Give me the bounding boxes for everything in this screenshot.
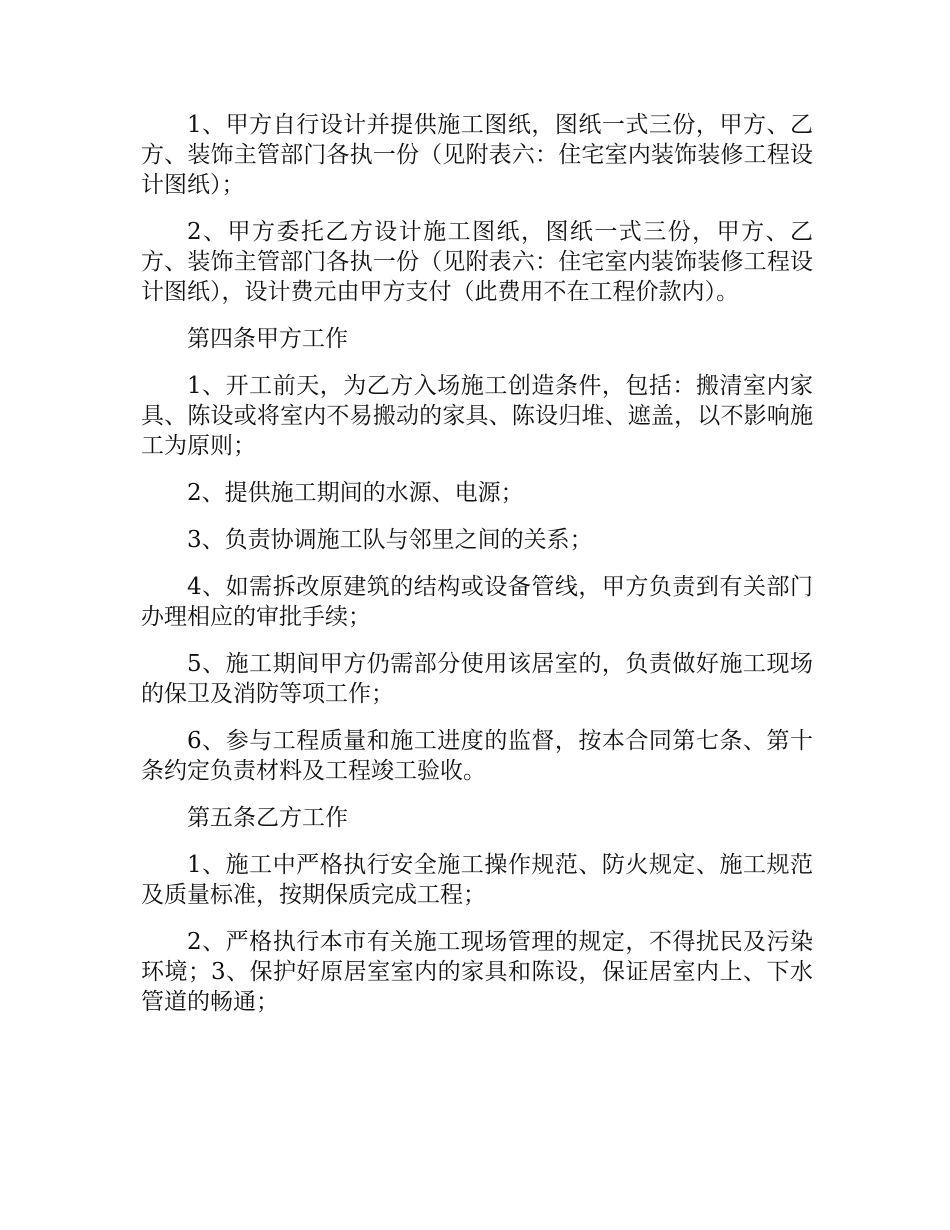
section-heading-article-5: 第五条乙方工作 bbox=[187, 805, 348, 831]
section-heading-article-4: 第四条甲方工作 bbox=[187, 326, 348, 352]
paragraph-article-4-item-4: 4、如需拆改原建筑的结构或设备管线，甲方负责到有关部门办理相应的审批手续； bbox=[141, 574, 813, 630]
document-body bbox=[141, 110, 813, 1034]
paragraph-article-4-item-1: 1、开工前天，为乙方入场施工创造条件，包括：搬清室内家具、陈设或将室内不易搬动的家具、陈设归堆、遮盖，以不影响施工为原则； bbox=[141, 373, 813, 459]
paragraph-article-4-item-3: 3、负责协调施工队与邻里之间的关系； bbox=[187, 527, 593, 553]
paragraph-article-4-item-5: 5、施工期间甲方仍需部分使用该居室的，负责做好施工现场的保卫及消防等项工作； bbox=[141, 651, 813, 707]
paragraph-article-4-item-6: 6、参与工程质量和施工进度的监督，按本合同第七条、第十条约定负责材料及工程竣工验收。 bbox=[141, 728, 813, 784]
paragraph-article-5-item-2-3: 2、严格执行本市有关施工现场管理的规定，不得扰民及污染环境；3、保护好原居室室内的家具和陈设，保证居室内上、下水管道的畅通； bbox=[141, 929, 813, 1015]
paragraph-article-5-item-1: 1、施工中严格执行安全施工操作规范、防火规定、施工规范及质量标准，按期保质完成工程； bbox=[141, 852, 813, 908]
paragraph-design-by-owner: 1、甲方自行设计并提供施工图纸，图纸一式三份，甲方、乙方、装饰主管部门各执一份（见附表六：住宅室内装饰装修工程设计图纸）； bbox=[141, 112, 813, 198]
paragraph-article-4-item-2: 2、提供施工期间的水源、电源； bbox=[187, 480, 524, 506]
paragraph-design-by-contractor: 2、甲方委托乙方设计施工图纸，图纸一式三份，甲方、乙方、装饰主管部门各执一份（见附表六：住宅室内装饰装修工程设计图纸），设计费元由甲方支付（此费用不在工程价款内）。 bbox=[141, 219, 813, 305]
